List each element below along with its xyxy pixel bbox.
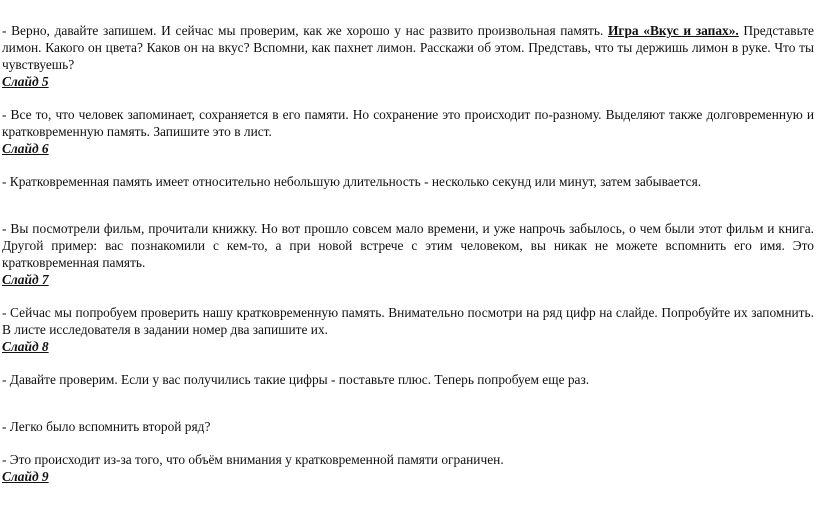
paragraph-attention-limit: - Это происходит из-за того, что объём внимания у кратковременной памяти ограничен. <box>2 452 504 467</box>
slide-heading-8: Слайд 8 <box>2 339 49 354</box>
paragraph-text: Представьте лимон. Какого он цвета? Каков он на вкус? Вспомни, как пахнет лимон. Расскажи об этом. Представь, что ты держишь лимон в руке. Что ты чувствуешь? <box>2 23 814 72</box>
game-title: Игра «Вкус и запах». <box>607 23 739 38</box>
slide-heading-5: Слайд 5 <box>2 74 49 89</box>
paragraph-check-digits: - Давайте проверим. Если у вас получились такие цифры - поставьте плюс. Теперь попробуем еще раз. <box>2 372 590 387</box>
paragraph-lemon-game <box>2 22 814 73</box>
paragraph-digits-test: - Сейчас мы попробуем проверить нашу кратковременную память. Внимательно посмотри на ряд цифр на слайде. Попробуйте их запомнить. В листе исследователя в задании номер два запишите их. <box>2 305 814 337</box>
paragraph-text: - Верно, давайте запишем. И сейчас мы проверим, как же хорошо у нас развито произвольная память. <box>2 23 608 38</box>
paragraph-short-term-definition: - Кратковременная память имеет относительно небольшую длительность - несколько секунд или минут, затем забывается. <box>2 174 702 189</box>
paragraph-short-term-example: - Вы посмотрели фильм, прочитали книжку. Но вот прошло совсем мало времени, и уже напрочь забылось, о чем были этот фильм и книга. Другой пример: вас познакомили с кем-то, а при новой встрече с этим человеком, вы никак не можете вспомнить его имя. Это кратковременная память. <box>2 221 814 270</box>
paragraph-memory-types: - Все то, что человек запоминает, сохраняется в его памяти. Но сохранение это происходит по-разному. Выделяют также долговременную и кратковременную память. Запишите это в лист. <box>2 107 814 139</box>
slide-heading-9: Слайд 9 <box>2 469 49 484</box>
paragraph-second-row-question: - Легко было вспомнить второй ряд? <box>2 419 211 434</box>
slide-heading-6: Слайд 6 <box>2 141 49 156</box>
slide-heading-7: Слайд 7 <box>2 272 49 287</box>
